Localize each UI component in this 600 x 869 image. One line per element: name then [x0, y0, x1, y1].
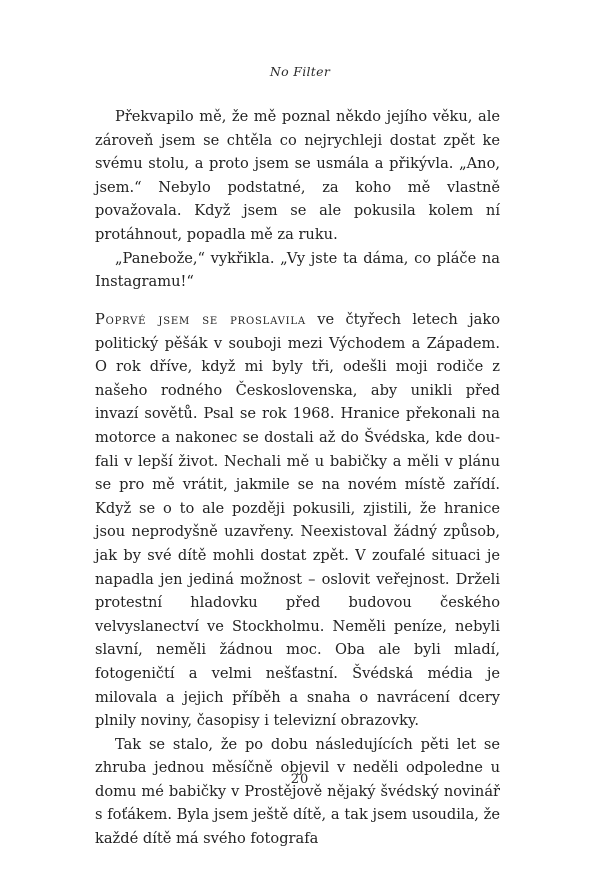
new-section: [95, 308, 500, 851]
running-head-title: No Filter: [269, 64, 331, 79]
dialogue-section: [95, 105, 500, 294]
section-opening-paragraph: [95, 308, 500, 733]
paragraph: Tak se stalo, že po dobu následujících pěti let se zhruba jednou měsíčně objevil v neděli odpoledne u domu mé babičky v Prostějově nějaký švédský novinář s foťákem. Byla jsem ještě dítě, a tak jsem usoudila, že každé dítě má svého fotografa: [95, 735, 500, 848]
paragraph: „Panebože,“ vykřikla. „Vy jste ta dáma, co pláče na Instagramu!“: [95, 249, 500, 291]
paragraph-text: ve čtyřech letech jako politický pěšák v souboji mezi Východem a Západem. O rok dříve, když mi byly tři, odešli moji rodiče z našeho rodného Československa, aby unikli před invazí sovětů. Psal se rok 1968. Hranice překonali na motorce a nakonec se dostali až do Švédska, kde doufali v lepší život. Nechali mě u babičky a měli v plánu se pro mě vrátit, jakmile se na novém místě zařídí. Když se o to ale později pokusili, zjistili, že hranice jsou neprodyšně uzavřeny. Neexistoval žádný způsob, jak by své dítě mohli dostat zpět. V zoufalé situaci je napadla jen jediná možnost – oslovit veřejnost. Drželi protestní hladovku před budovou českého velvyslanectví ve Stockholmu. Neměli peníze, nebyli slavní, neměli žádnou moc. Oba ale byli mladí, fotogeničtí a velmi nešťastní. Švédská média je milovala a jejich příběh a snaha o navrácení dcery plnily noviny, časopisy i televizní obrazovky.: [95, 311, 500, 730]
paragraph: Překvapilo mě, že mě poznal někdo jejího věku, ale zároveň jsem se chtěla co nejrychleji dostat zpět ke svému stolu, a proto jsem se usmála a přikývla. „Ano, jsem.“ Nebylo podstatné, za koho mě vlastně považovala. Když jsem se ale pokusila kolem ní protáhnout, popadla mě za ruku.: [95, 108, 500, 243]
page-number: 20: [290, 772, 310, 787]
small-caps-lead-in: Poprvé jsem se proslavila: [95, 311, 306, 328]
